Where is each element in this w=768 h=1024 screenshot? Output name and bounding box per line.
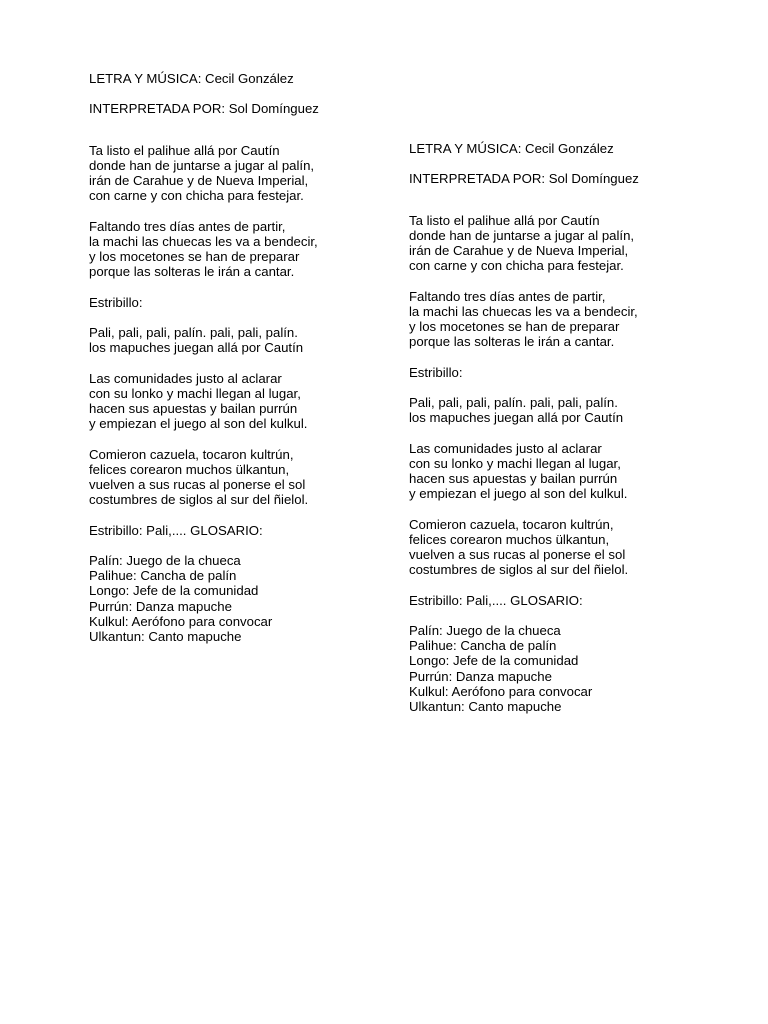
glossary	[409, 623, 739, 714]
spacer	[409, 273, 739, 288]
lyric-line: y empiezan el juego al son del kulkul.	[89, 416, 308, 432]
lyric-line: Faltando tres días antes de partir,	[89, 218, 286, 234]
glossary-entry: Ulkantun: Canto mapuche	[409, 698, 562, 714]
spacer	[409, 187, 739, 213]
lyric-line: Comieron cazuela, tocaron kultrún,	[409, 516, 614, 532]
credits-performed-by: INTERPRETADA POR: Sol Domínguez	[409, 171, 639, 187]
lyric-line: irán de Carahue y de Nueva Imperial,	[89, 173, 309, 188]
spacer	[89, 279, 419, 294]
lyric-line: felices corearon muchos ülkantun,	[89, 461, 290, 477]
lyric-line: y empiezan el juego al son del kulkul.	[409, 486, 628, 502]
lyric-line: vuelven a sus rucas al ponerse el sol	[409, 546, 626, 562]
stanza-2	[89, 219, 419, 280]
lyric-line: Estribillo:	[89, 294, 143, 310]
lyric-line: y los mocetones se han de preparar	[89, 249, 300, 264]
glossary-entry: Kulkul: Aerófono para convocar	[409, 683, 593, 699]
stanza-4	[409, 517, 739, 578]
lyric-line: Pali, pali, pali, palín. pali, pali, palín.	[409, 394, 618, 410]
chorus-heading	[409, 365, 739, 380]
lyric-line: Estribillo: Pali,.... GLOSARIO:	[409, 592, 583, 608]
lyric-line: porque las solteras le irán a cantar.	[409, 334, 615, 350]
chorus-heading	[89, 295, 419, 310]
credits-lyrics-music: LETRA Y MÚSICA: Cecil González	[89, 71, 294, 86]
lyric-line: Estribillo: Pali,.... GLOSARIO:	[89, 522, 263, 538]
spacer	[89, 117, 419, 143]
stanza-1	[89, 143, 419, 204]
spacer	[89, 538, 419, 553]
lyric-line: Ta listo el palihue allá por Cautín	[409, 212, 600, 228]
lyric-line: donde han de juntarse a jugar al palín,	[409, 227, 635, 243]
lyric-line: felices corearon muchos ülkantun,	[409, 531, 610, 547]
glossary-entry: Kulkul: Aerófono para convocar	[89, 613, 273, 629]
stanza-4	[89, 447, 419, 508]
lyric-line: Faltando tres días antes de partir,	[409, 288, 606, 304]
lyric-line: donde han de juntarse a jugar al palín,	[89, 157, 315, 173]
song-sheet-right	[409, 141, 739, 714]
spacer	[89, 431, 419, 446]
glossary-entry: Ulkantun: Canto mapuche	[89, 628, 242, 644]
lyric-line: irán de Carahue y de Nueva Imperial,	[409, 243, 629, 258]
lyric-line: Las comunidades justo al aclarar	[409, 440, 602, 456]
spacer	[89, 507, 419, 522]
lyric-line: costumbres de siglos al sur del ñielol.	[409, 562, 629, 578]
lyric-line: Ta listo el palihue allá por Cautín	[89, 142, 280, 158]
spacer	[89, 86, 419, 101]
spacer	[89, 203, 419, 218]
glossary-entry: Purrún: Danza mapuche	[409, 668, 552, 684]
lyric-line: con su lonko y machi llegan al lugar,	[409, 455, 621, 471]
lyric-line: vuelven a sus rucas al ponerse el sol	[89, 476, 306, 492]
spacer	[409, 156, 739, 171]
spacer	[409, 608, 739, 623]
lyric-line: los mapuches juegan allá por Cautín	[409, 410, 624, 426]
spacer	[409, 425, 739, 440]
stanza-1	[409, 213, 739, 274]
lyric-line: Estribillo:	[409, 364, 463, 380]
credits-lyrics-music: LETRA Y MÚSICA: Cecil González	[409, 141, 614, 156]
spacer	[409, 501, 739, 516]
chorus	[409, 395, 739, 425]
glossary-entry: Palihue: Cancha de palín	[89, 568, 237, 584]
lyric-line: Pali, pali, pali, palín. pali, pali, palín.	[89, 324, 298, 340]
lyric-line: y los mocetones se han de preparar	[409, 319, 620, 334]
spacer	[89, 355, 419, 370]
chorus	[89, 325, 419, 355]
glossary-entry: Longo: Jefe de la comunidad	[409, 653, 579, 669]
spacer	[89, 310, 419, 325]
lyric-line: porque las solteras le irán a cantar.	[89, 264, 295, 280]
lyric-line: Comieron cazuela, tocaron kultrún,	[89, 446, 294, 462]
glossary-entry: Palín: Juego de la chueca	[409, 622, 561, 638]
spacer	[409, 349, 739, 364]
stanza-3	[409, 441, 739, 502]
chorus-glossary-heading	[89, 523, 419, 538]
stanza-3	[89, 371, 419, 432]
lyric-line: la machi las chuecas les va a bendecir,	[409, 303, 638, 319]
glossary-entry: Palín: Juego de la chueca	[89, 552, 241, 568]
lyric-line: con carne y con chicha para festejar.	[409, 258, 624, 274]
chorus-glossary-heading	[409, 593, 739, 608]
lyric-line: los mapuches juegan allá por Cautín	[89, 340, 304, 356]
lyric-line: costumbres de siglos al sur del ñielol.	[89, 492, 309, 508]
lyric-line: con carne y con chicha para festejar.	[89, 188, 304, 204]
glossary-entry: Longo: Jefe de la comunidad	[89, 583, 259, 599]
credits-performed-by: INTERPRETADA POR: Sol Domínguez	[89, 101, 319, 117]
lyric-line: Las comunidades justo al aclarar	[89, 370, 282, 386]
glossary-entry: Purrún: Danza mapuche	[89, 598, 232, 614]
glossary-entry: Palihue: Cancha de palín	[409, 638, 557, 654]
spacer	[409, 577, 739, 592]
spacer	[409, 380, 739, 395]
lyric-line: hacen sus apuestas y bailan purrún	[409, 470, 618, 486]
lyric-line: la machi las chuecas les va a bendecir,	[89, 233, 318, 249]
song-sheet-left	[89, 71, 419, 644]
lyric-line: con su lonko y machi llegan al lugar,	[89, 385, 301, 401]
glossary	[89, 553, 419, 644]
stanza-2	[409, 289, 739, 350]
lyric-line: hacen sus apuestas y bailan purrún	[89, 400, 298, 416]
